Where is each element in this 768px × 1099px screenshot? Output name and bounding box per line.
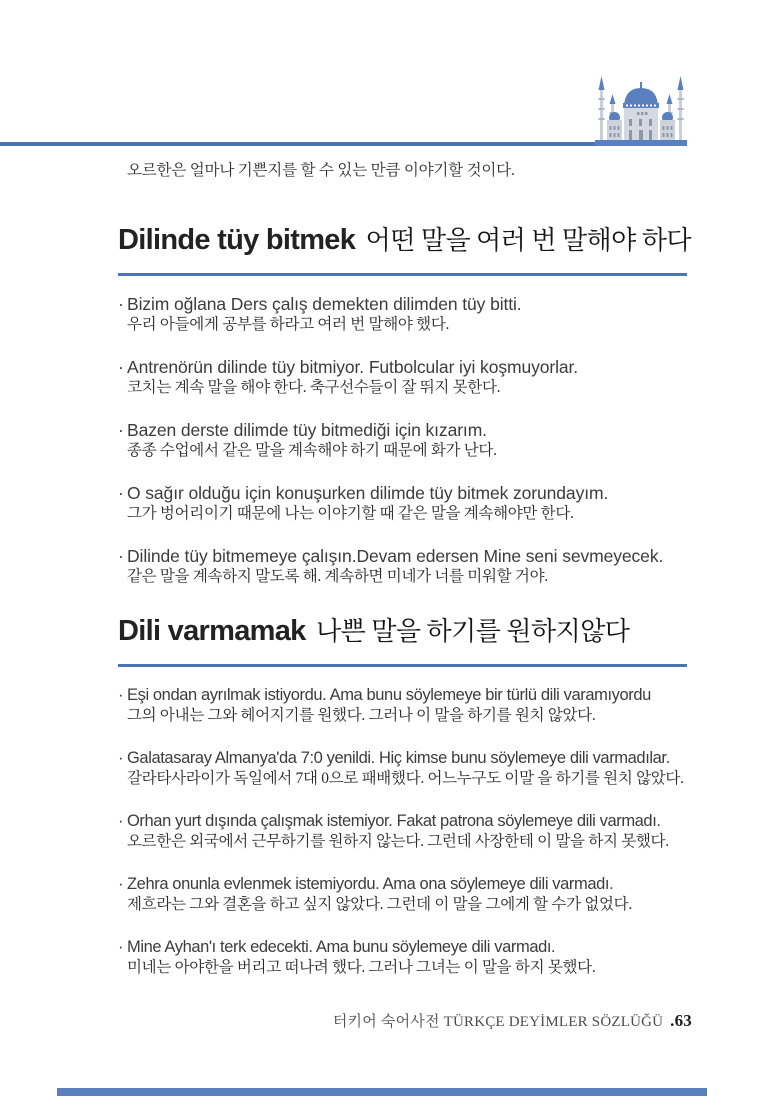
example-turkish: · Bizim oğlana Ders çalış demekten dilimden tüy bitti. xyxy=(118,294,522,314)
example-turkish: · Eşi ondan ayrılmak istiyordu. Ama bunu söylemeye bir türlü dili varamıyordu xyxy=(118,686,651,704)
example-turkish: · O sağır olduğu için konuşurken dilimde tüy bitmek zorundayım. xyxy=(118,483,609,503)
example-turkish: · Mine Ayhan'ı terk edecekti. Ama bunu söylemeye dili varmadı. xyxy=(118,938,556,956)
idiom-heading xyxy=(118,612,687,655)
example-turkish: · Dilinde tüy bitmemeye çalışın.Devam edersen Mine seni sevmeyecek. xyxy=(118,546,664,566)
example-item xyxy=(118,419,687,461)
bullet-dot: · xyxy=(118,875,124,893)
example-item xyxy=(118,936,687,978)
mosque-icon xyxy=(595,74,687,146)
example-korean: 갈라타사라이가 독일에서 7대 0으로 패배했다. 어느누구도 이말 을 하기를 원치 않았다. xyxy=(127,770,684,787)
bullet-dot: · xyxy=(118,483,124,503)
example-item xyxy=(118,356,687,398)
section-dilinde-tuy-bitmek xyxy=(118,221,692,608)
example-item xyxy=(118,873,687,915)
bullet-dot: · xyxy=(118,686,124,704)
footer-rule xyxy=(57,1088,707,1096)
example-list xyxy=(118,684,687,978)
example-item xyxy=(118,810,687,852)
example-list xyxy=(118,293,687,587)
idiom-meaning: 어떤 말을 여러 번 말해야 하다 xyxy=(365,226,692,255)
bullet-dot: · xyxy=(118,546,124,566)
example-turkish: · Galatasaray Almanya'da 7:0 yenildi. Hiç kimse bunu söylemeye dili varmadılar. xyxy=(118,749,670,767)
idiom-title: Dili varmamak xyxy=(118,615,306,647)
example-item xyxy=(118,293,687,335)
example-turkish: · Bazen derste dilimde tüy bitmediği için kızarım. xyxy=(118,420,487,440)
example-korean: 미네는 아야한을 버리고 떠나려 했다. 그러나 그녀는 이 말을 하지 못했다. xyxy=(127,959,596,976)
example-item xyxy=(118,482,687,524)
header-rule xyxy=(0,142,687,146)
footer-series-korean: 터키어 숙어사전 xyxy=(332,1014,440,1030)
example-korean: 오르한은 외국에서 근무하기를 원하지 않는다. 그런데 사장한테 이 말을 하지 못했다. xyxy=(127,833,669,850)
footer-page-number: .63 xyxy=(670,1011,692,1030)
bullet-dot: · xyxy=(118,938,124,956)
bullet-dot: · xyxy=(118,420,124,440)
example-turkish: · Orhan yurt dışında çalışmak istemiyor. Fakat patrona söylemeye dili varmadı. xyxy=(118,812,661,830)
bullet-dot: · xyxy=(118,294,124,314)
bullet-dot: · xyxy=(118,357,124,377)
example-korean: 제흐라는 그와 결혼을 하고 싶지 않았다. 그런데 이 말을 그에게 할 수가 없었다. xyxy=(127,896,632,913)
example-item xyxy=(118,545,687,587)
idiom-title: Dilinde tüy bitmek xyxy=(118,224,356,256)
example-korean: 코치는 계속 말을 해야 한다. 축구선수들이 잘 뛰지 못한다. xyxy=(127,379,501,396)
example-item xyxy=(118,747,687,789)
footer-title-turkish: TÜRKÇE DEYİMLER SÖZLÜĞÜ xyxy=(443,1014,664,1030)
page-footer xyxy=(333,1010,692,1031)
example-korean: 같은 말을 계속하지 말도록 해. 계속하면 미네가 너를 미워할 거야. xyxy=(127,568,548,585)
example-korean: 그가 벙어리이기 때문에 나는 이야기할 때 같은 말을 계속해야만 한다. xyxy=(127,505,574,522)
idiom-heading xyxy=(118,221,692,264)
example-korean: 그의 아내는 그와 헤어지기를 원했다. 그러나 이 말을 하기를 원치 않았다. xyxy=(127,707,596,724)
example-item xyxy=(118,684,687,726)
continuation-text: 오르한은 얼마나 기쁜지를 할 수 있는 만큼 이야기할 것이다. xyxy=(127,162,515,179)
bullet-dot: · xyxy=(118,749,124,767)
heading-rule xyxy=(118,273,687,276)
example-turkish: · Zehra onunla evlenmek istemiyordu. Ama ona söylemeye dili varmadı. xyxy=(118,875,614,893)
example-korean: 종종 수업에서 같은 말을 계속해야 하기 때문에 화가 난다. xyxy=(127,442,497,459)
example-korean: 우리 아들에게 공부를 하라고 여러 번 말해야 했다. xyxy=(127,316,450,333)
example-turkish: · Antrenörün dilinde tüy bitmiyor. Futbolcular iyi koşmuyorlar. xyxy=(118,357,579,377)
idiom-meaning: 나쁜 말을 하기를 원하지않다 xyxy=(316,617,630,646)
section-dili-varmamak xyxy=(118,612,687,999)
bullet-dot: · xyxy=(118,812,124,830)
heading-rule xyxy=(118,664,687,667)
